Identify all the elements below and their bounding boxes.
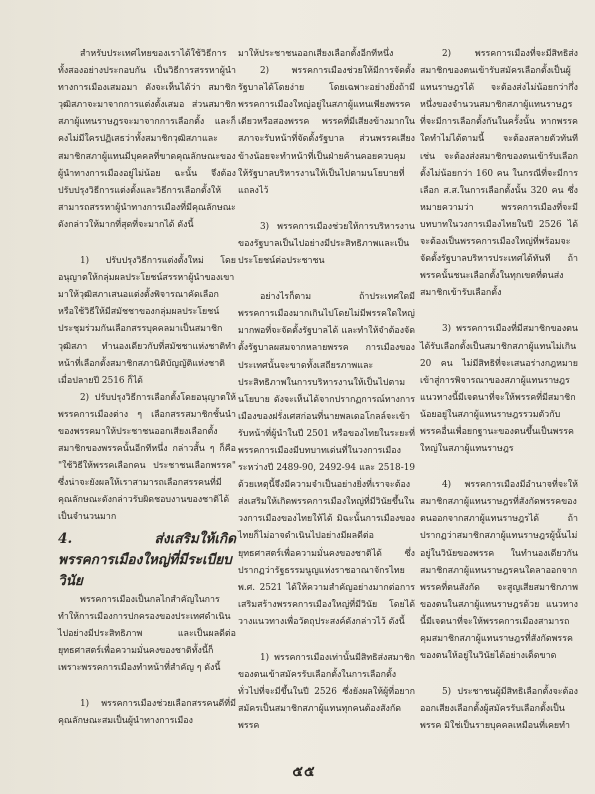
paragraph-continued: มาให้ประชาชนออกเสียงเลือกตั้งอีกทีหนึ่ง	[238, 49, 394, 59]
paragraph-party-function-3: 3) พรรคการเมืองช่วยให้การบริหารงานของรัฐบาลเป็นไปอย่างมีประสิทธิภาพและเป็นประโยชน์ต่อประชาชน	[238, 221, 415, 267]
paragraph-intro: สำหรับประเทศไทยของเราได้ใช้วิธีการทั้งสองอย่างประกอบกัน เป็นวิธีการสรรหาผู้นำทางการเมืองเสมอมา ดังจะเห็นได้ว่า สมาชิกวุฒิสภาจะมาจากการแต่งตั้งเสมอ ส่วนสมาชิกสภาผู้แทนราษฎรจะมาจากการเลือกตั้ง และก็คงไม่มีใครปฏิเสธว่าทั้งสมาชิกวุฒิสภาและสมาชิกสภาผู้แทนมีบุคคลที่ขาดคุณลักษณะของผู้นำทางการเมืองอยู่ไม่น้อย ฉะนั้น จึงต้องปรับปรุงวิธีการแต่งตั้งและวิธีการเลือกตั้งให้สามารถสรรหาผู้นำทางการเมืองที่มีคุณลักษณะดังกล่าวให้มากที่สุดที่จะมากได้ ดังนี้	[58, 49, 236, 230]
paragraph-party-function-2: 2) พรรคการเมืองช่วยให้มีการจัดตั้งรัฐบาลได้โดยง่าย โดยเฉพาะอย่างยิ่งถ้ามีพรรคการเมืองใหญ่อยู่ในสภาผู้แทนเพียงพรรคเดียวหรือสองพรรค พรรคที่มีเสียงข้างมากในสภาจะรับหน้าที่จัดตั้งรัฐบาล ส่วนพรรคเสียงข้างน้อยจะทำหน้าที่เป็นฝ่ายค้านคอยควบคุมให้รัฐบาลบริหารงานให้เป็นไปตามนโยบายที่แถลงไว้	[238, 66, 415, 196]
paragraph-point-1-appointment: 1) ปรับปรุงวิธีการแต่งตั้งใหม่ โดยอนุญาตให้กลุ่มผลประโยชน์สรรหาผู้นำของเขามาให้วุฒิสภาเสนอแต่งตั้งพิจารณาคัดเลือก หรือใช้วิธีให้มีสมัชชาของกลุ่มผลประโยชน์ประชุมร่วมกันเลือกสรรบุคคลมาเป็นสมาชิกวุฒิสภา ทำนองเดียวกับที่สมัชชาแห่งชาติทำหน้าที่เลือกตั้งสมาชิกสภานิติบัญญัติแห่งชาติเมื่อปลายปี 2516 ก็ได้	[58, 256, 236, 386]
paragraph-constitution-rule-5: 5) ประชาชนผู้มีสิทธิเลือกตั้งจะต้องออกเสียงเลือกตั้งผู้สมัครรับเลือกตั้งเป็นพรรค มิใช่เป็นรายบุคคลเหมือนที่เคยทำ	[420, 687, 578, 732]
paragraph-party-function-1: 1) พรรคการเมืองช่วยเลือกสรรคนดีที่มีคุณลักษณะสมเป็นผู้นำทางการเมือง	[58, 699, 236, 727]
paragraph-gap	[420, 458, 578, 477]
paragraph-party-role: พรรคการเมืองเป็นกลไกสำคัญในการทำให้การเมืองการปกครองของประเทศดำเนินไปอย่างมีประสิทธิภาพ และเป็นผลดีต่อยุทธศาสตร์เพื่อความมั่นคงของชาติทั้งนี้ก็เพราะพรรคการเมืองทำหน้าที่สำคัญ ๆ ดังนี้	[58, 594, 236, 673]
paragraph-constitution-rule-2: 2) พรรคการเมืองที่จะมีสิทธิส่งสมาชิกของตนเข้ารับสมัครเลือกตั้งเป็นผู้แทนราษฎรได้ จะต้องส่งไม่น้อยกว่ากึ่งหนึ่งของจำนวนสมาชิกสภาผู้แทนราษฎรที่จะมีการเลือกตั้งกันในครั้งนั้น หากพรรคใดทำไม่ได้ตามนี้ จะต้องสลายตัวทันที เช่น จะต้องส่งสมาชิกของตนเข้ารับเลือกตั้งไม่น้อยกว่า 160 คน ในกรณีที่จะมีการเลือก ส.ส.ในการเลือกตั้งนั้น 320 คน ซึ่งหมายความว่า พรรคการเมืองที่จะมีบทบาทในวงการเมืองไทยในปี 2526 ได้จะต้องเป็นพรรคการเมืองใหญ่ที่พร้อมจะจัดตั้งรัฐบาลบริหารประเทศได้ทันที ถ้าพรรคนั้นชนะเลือกตั้งในทุกเขตที่ตนส่งสมาชิกเข้ารับเลือกตั้ง	[420, 49, 578, 299]
paragraph-gap	[238, 631, 415, 650]
text-column-right	[420, 46, 578, 735]
paragraph-constitution-rule-1: 1) พรรคการเมืองเท่านั้นมีสิทธิส่งสมาชิกของตนเข้าสมัครรับเลือกตั้งในการเลือกตั้งทั่วไปที่จะมีขึ้นในปี 2526 ซึ่งยังผลให้ผู้ที่อยากสมัครเป็นสมาชิกสภาผู้แทนทุกคนต้องสังกัดพรรค	[238, 653, 415, 732]
page-number: ๕๕	[292, 764, 316, 780]
paragraph-constitution-rule-4: 4) พรรคการเมืองมีอำนาจที่จะให้สมาชิกสภาผู้แทนราษฎรที่สังกัดพรรคของตนออกจากสภาผู้แทนราษฎรได้ ถ้าปรากฏว่าสมาชิกสภาผู้แทนราษฎรผู้นั้นไม่อยู่ในวินัยของพรรค ในทำนองเดียวกันสมาชิกสภาผู้แทนราษฎรคนใดลาออกจากพรรคที่ตนสังกัด จะสูญเสียสมาชิกภาพของตนในสภาผู้แทนราษฎรด้วย แนวทางนี้มีเจตนาที่จะให้พรรคการเมืองสามารถคุมสมาชิกสภาผู้แทนราษฎรที่สังกัดพรรคของตนให้อยู่ในวินัยได้อย่างเด็ดขาด	[420, 480, 578, 662]
paragraph-gap	[238, 270, 415, 289]
paragraph-gap	[420, 665, 578, 684]
paragraph-gap	[420, 302, 578, 321]
section-heading: 4. ส่งเสริมให้เกิดพรรคการเมืองใหญ่ที่มีระเบียบวินัย	[58, 530, 236, 589]
text-column-middle	[238, 46, 415, 735]
paragraph-gap	[238, 200, 415, 219]
paragraph-gap	[58, 234, 236, 253]
paragraph-point-2-election: 2) ปรับปรุงวิธีการเลือกตั้งโดยอนุญาตให้พรรคการเมืองต่าง ๆ เลือกสรรสมาชิกชั้นนำของพรรคมาให้ประชาชนออกเสียงเลือกตั้งสมาชิกของพรรคนั้นอีกทีหนึ่ง กล่าวสั้น ๆ ก็คือ "ใช้วิธีให้พรรคเลือกคน ประชาชนเลือกพรรค" ซึ่งน่าจะยังผลให้เราสามารถเลือกสรรคนที่มีคุณลักษณะดังกล่าวรับผิดชอบงานของชาติได้เป็นจำนวนมาก	[58, 392, 236, 523]
paragraph-gap	[58, 677, 236, 696]
paragraph-however: อย่างไรก็ตาม ถ้าประเทศใดมีพรรคการเมืองมากเกินไปโดยไม่มีพรรคใดใหญ่มากพอที่จะจัดตั้งรัฐบาลได้ และทำให้จำต้องจัดตั้งรัฐบาลผสมจากหลายพรรค การเมืองของประเทศนั้นจะขาดทั้งเสถียรภาพและประสิทธิภาพในการบริหารงานให้เป็นไปตามนโยบาย ดังจะเห็นได้จากปรากฏการณ์ทางการเมืองของฝรั่งเศสก่อนที่นายพลเดอโกลล์จะเข้ารับหน้าที่ผู้นำในปี 2501 หรือของไทยในระยะที่พรรคการเมืองมีบทบาทเด่นที่ในวงการเมืองระหว่างปี 2489-90, 2492-94 และ 2518-19 ด้วยเหตุนี้จึงมีความจำเป็นอย่างยิ่งที่เราจะต้องส่งเสริมให้เกิดพรรคการเมืองใหญ่ที่มีวินัยขึ้นในวงการเมืองของไทยให้ได้ มิฉะนั้นการเมืองของไทยก็ไม่อาจดำเนินไปอย่างมีผลดีต่อยุทธศาสตร์เพื่อความมั่นคงของชาติได้ ซึ่งปรากฏว่ารัฐธรรมนูญแห่งราชอาณาจักรไทย พ.ศ. 2521 ได้ให้ความสำคัญอย่างมากต่อการเสริมสร้างพรรคการเมืองใหญ่ที่มีวินัย โดยได้วางแนวทางเพื่อวัตถุประสงค์ดังกล่าวไว้ ดังนี้	[238, 292, 415, 627]
text-column-left	[58, 46, 236, 730]
paragraph-constitution-rule-3: 3) พรรคการเมืองที่มีสมาชิกของตนได้รับเลือกตั้งเป็นสมาชิกสภาผู้แทนไม่เกิน 20 คน ไม่มีสิทธิที่จะเสนอร่างกฎหมายเข้าสู่การพิจารณาของสภาผู้แทนราษฎร แนวทางนี้มีเจตนาที่จะให้พรรคที่มีสมาชิกน้อยอยู่ในสภาผู้แทนราษฎรรวมตัวกับพรรคอื่นเพื่อยกฐานะของตนขึ้นเป็นพรรคใหญ่ในสภาผู้แทนราษฎร	[420, 324, 578, 455]
